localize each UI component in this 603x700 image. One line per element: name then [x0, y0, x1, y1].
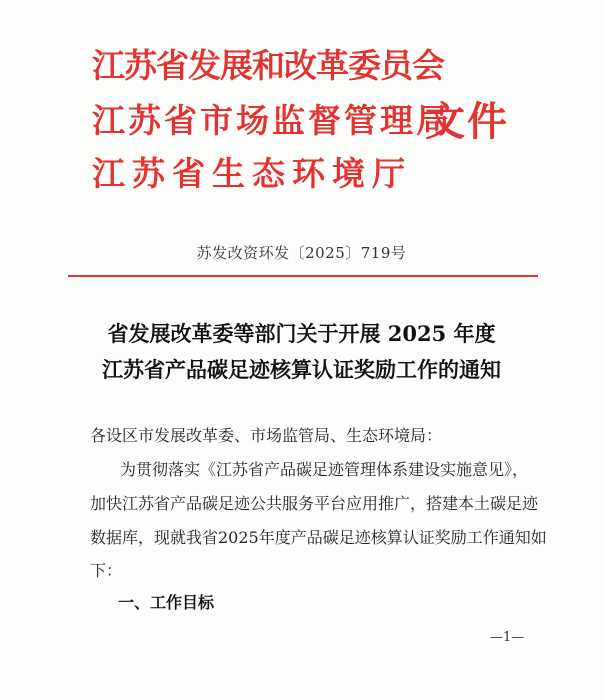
agency-name-ecology-environment: 江苏省生态环境厅 [92, 154, 412, 193]
body-text-line: 加快江苏省产品碳足迹公共服务平台应用推广，搭建本土碳足迹 [90, 494, 539, 513]
red-divider-line [68, 275, 538, 277]
section-heading: 一、工作目标 [118, 593, 215, 612]
document-title-line-2: 江苏省产品碳足迹核算认证奖励工作的通知 [102, 357, 501, 382]
agency-name-ndrc: 江苏省发展和改革委员会 [92, 46, 444, 85]
document-title-line-1: 省发展改革委等部门关于开展 2025 年度 [107, 321, 496, 346]
document-type-label: 文件 [425, 99, 509, 145]
body-text-line: 数据库，现就我省2025年度产品碳足迹核算认证奖励工作通知如 [90, 528, 547, 547]
page-number: —1— [490, 630, 525, 645]
body-text-line: 为贯彻落实《江苏省产品碳足迹管理体系建设实施意见》， [120, 460, 529, 479]
body-text-line: 下： [90, 561, 123, 580]
agency-name-market-regulation: 江苏省市场监督管理局 [92, 101, 452, 140]
greeting-line: 各设区市发展改革委、市场监管局、生态环境局： [90, 426, 443, 445]
document-number: 苏发改资环发〔2025〕719号 [196, 244, 407, 262]
